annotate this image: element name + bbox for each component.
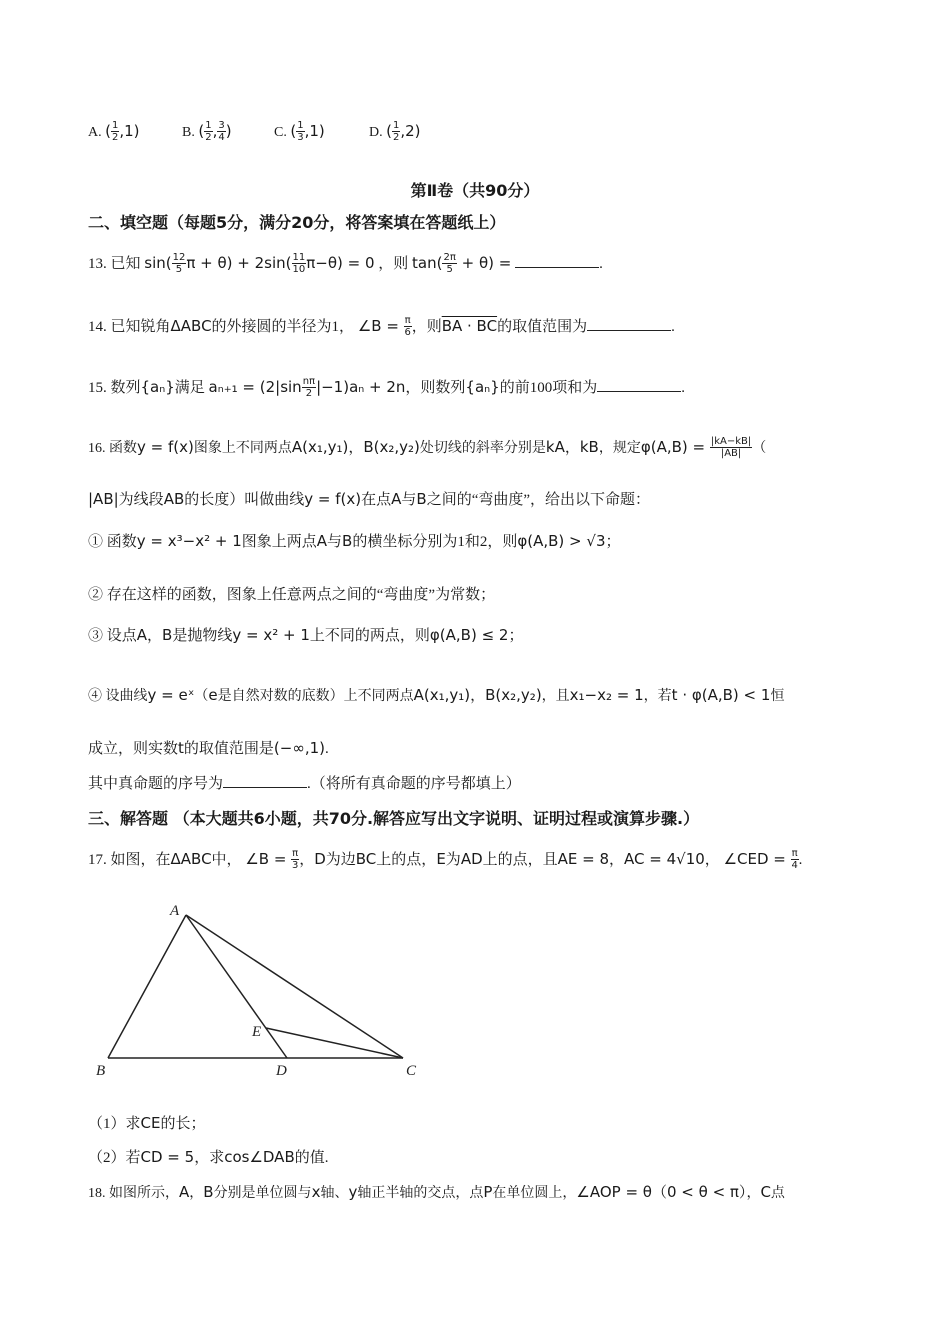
q13-expr2: tan( $\frac{2\pi}{5}$ + θ) =: [412, 252, 512, 275]
choice-a-expr: ( $\frac{1}{2}$ ,1): [105, 120, 140, 143]
q17-angle-ced: ∠CED = $\frac{\pi}{4}$: [723, 848, 798, 871]
label-c: C: [406, 1063, 417, 1079]
segment-ab: [108, 915, 186, 1058]
choice-d-expr: ( $\frac{1}{2}$ ,2): [386, 120, 421, 143]
q16-answer-line: 其中真命题的序号为 .（将所有真命题的序号都填上）: [88, 772, 521, 793]
proposition-3: ③ 设点A，B是抛物线y = x² + 1上不同的两点，则φ(A,B) ≤ 2；: [88, 626, 524, 644]
choice-a: A. ( $\frac{1}{2}$ ,1): [88, 120, 140, 143]
answer-blank[interactable]: [587, 316, 671, 331]
label-a: A: [170, 903, 180, 919]
label-d: D: [276, 1063, 287, 1079]
q14-angle: ∠B = $\frac{\pi}{6}$: [357, 315, 411, 338]
label-e: E: [252, 1024, 262, 1040]
triangle-figure: [90, 895, 430, 1085]
answer-blank[interactable]: [515, 253, 599, 268]
question-17: 17. 如图，在ΔABC中， ∠B = $\frac{\pi}{3}$ ，D为边BC上的点，E为AD上的点，且AE = 8，AC = 4√10， ∠CED = $\frac{\pi}{4}$ .: [88, 848, 803, 871]
proposition-4-cont: 成立，则实数t的取值范围是(−∞,1).: [88, 739, 329, 757]
q17-part1: （1）求CE的长；: [88, 1114, 206, 1132]
segment-ec: [266, 1028, 403, 1058]
proposition-4: ④ 设曲线y = eˣ（e是自然对数的底数）上不同两点A(x₁,y₁)，B(x₂,y₂)，且x₁−x₂ = 1，若t · φ(A,B) < 1恒: [88, 686, 785, 704]
choice-c-expr: ( $\frac{1}{3}$ ,1): [290, 120, 325, 143]
question-16-line1: 16. 函数y = f(x)图象上不同两点A(x₁,y₁)，B(x₂,y₂)处切线的斜率分别是kA，kB，规定φ(A,B) = $\frac{|kA-kB|}{|AB|}$ （: [88, 436, 767, 459]
choice-d: D. ( $\frac{1}{2}$ ,2): [369, 120, 421, 143]
q13-expr: sin( $\frac{12}{5}$ π + θ) + 2sin( $\frac{11}{10}$ π−θ) = 0: [144, 252, 375, 275]
proposition-1: ① 函数y = x³−x² + 1图象上两点A与B的横坐标分别为1和2，则φ(A,B) > √3；: [88, 532, 621, 550]
q15-recurrence: aₙ₊₁ = (2|sin $\frac{n\pi}{2}$ |−1)aₙ + 2n: [208, 376, 406, 399]
fill-heading: 二、填空题（每题5分，满分20分，将答案填在答题纸上）: [88, 213, 506, 232]
question-14: 14. 已知锐角ΔABC的外接圆的半径为1， ∠B = $\frac{\pi}{6}$ ，则BA · BC的取值范围为 .: [88, 315, 675, 338]
segment-ad: [186, 915, 287, 1058]
q17-part2: （2）若CD = 5，求cos∠DAB的值.: [88, 1148, 329, 1166]
q16-phi-def: φ(A,B) = $\frac{|kA-kB|}{|AB|}$: [640, 436, 752, 459]
solve-heading: 三、解答题 （本大题共6小题，共70分.解答应写出文字说明、证明过程或演算步骤.）: [88, 809, 700, 828]
question-15: 15. 数列{aₙ}满足 aₙ₊₁ = (2|sin $\frac{n\pi}{2}$ |−1)aₙ + 2n，则数列{aₙ}的前100项和为 .: [88, 376, 685, 399]
q17-angle-b: ∠B = $\frac{\pi}{3}$: [245, 848, 299, 871]
answer-blank[interactable]: [223, 773, 307, 788]
choice-b-expr: ( $\frac{1}{2}$ , $\frac{3}{4}$ ): [198, 120, 232, 143]
question-18: 18. 如图所示，A，B分别是单位圆与x轴、y轴正半轴的交点，点P在单位圆上，∠AOP = θ（0 < θ < π），C点: [88, 1183, 785, 1201]
section2-title: 第Ⅱ卷（共90分）: [410, 181, 540, 200]
answer-blank[interactable]: [597, 377, 681, 392]
choice-b: B. ( $\frac{1}{2}$ , $\frac{3}{4}$ ): [182, 120, 232, 143]
segment-ac: [186, 915, 403, 1058]
choice-c: C. ( $\frac{1}{3}$ ,1): [274, 120, 325, 143]
label-b: B: [96, 1063, 106, 1079]
question-13: 13. 已知 sin( $\frac{12}{5}$ π + θ) + 2sin( $\frac{11}{10}$ π−θ) = 0 ，则 tan( $\frac{2\pi}{5}$ + θ) = .: [88, 252, 603, 275]
question-16-line2: |AB|为线段AB的长度）叫做曲线y = f(x)在点A与B之间的“弯曲度”，给出以下命题：: [88, 490, 651, 508]
proposition-2: ② 存在这样的函数，图象上任意两点之间的“弯曲度”为常数；: [88, 587, 496, 603]
